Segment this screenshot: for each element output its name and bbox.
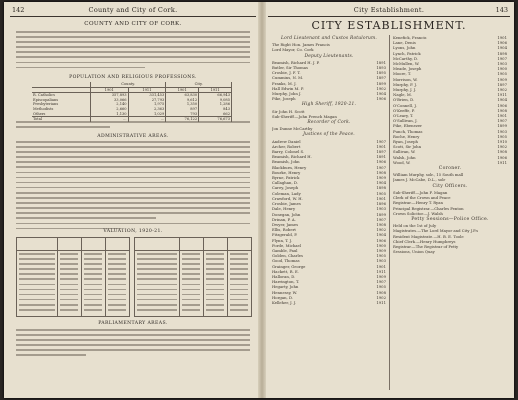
entry-name: James J. McCabe, D.L., solr bbox=[393, 177, 446, 183]
entry-year: 1908 bbox=[376, 221, 386, 227]
entry-name: Golden, Charles bbox=[272, 253, 303, 259]
table-cell: 2,140 bbox=[90, 102, 128, 107]
entry-name: Sullivan, W. bbox=[393, 149, 416, 155]
table-cell: ... bbox=[90, 117, 128, 122]
table-cell: 33,066 bbox=[90, 98, 128, 103]
right-head-rule bbox=[268, 16, 510, 17]
entry-year: 1904 bbox=[376, 91, 386, 97]
table-cell: 9,085 bbox=[199, 98, 232, 103]
table-cell: 76,122 bbox=[166, 117, 199, 122]
entry-year: 1897 bbox=[497, 81, 507, 87]
entry-name: Kenefick, Francis bbox=[393, 35, 427, 40]
entry-name: Sub-Sheriff.—John French Magan bbox=[272, 113, 337, 119]
entry-name: Murphy, John J. bbox=[272, 91, 302, 97]
entry-year: 1911 bbox=[497, 92, 507, 98]
entry-name: Harrington, T. bbox=[272, 279, 300, 285]
entry-name: Sessions, Union Quay bbox=[393, 249, 435, 255]
entry-year: 1904 bbox=[376, 180, 386, 186]
entry-name: Gamble, Paul bbox=[272, 247, 298, 253]
entry-name: Drinan, P. A. bbox=[272, 216, 296, 222]
entry-name: Barry, Colonel S. bbox=[272, 149, 305, 155]
left-running-head bbox=[10, 5, 256, 15]
entry-name: Andrew Daniel bbox=[272, 138, 301, 144]
entry-name: Crawford, W. H. bbox=[272, 195, 303, 201]
right-page bbox=[268, 2, 510, 398]
column-divider bbox=[389, 35, 390, 390]
left-page-number: 142 bbox=[12, 6, 25, 14]
entry-year: 1902 bbox=[376, 294, 386, 300]
table-cell: R. Catholics bbox=[32, 93, 90, 98]
list-item bbox=[393, 249, 507, 254]
entry-year: 1891 bbox=[376, 59, 386, 65]
entry-year: 1907 bbox=[376, 216, 386, 222]
entry-name: Forde, Michael bbox=[272, 242, 302, 248]
entry-year: 1906 bbox=[497, 154, 507, 160]
entry-year: 1909 bbox=[376, 175, 386, 181]
table-cell: 897 bbox=[166, 107, 199, 112]
entry-name: Morrison, W. bbox=[393, 76, 418, 82]
table-cell: 76,673 bbox=[199, 117, 232, 122]
entry-name: Roche, Henry bbox=[393, 133, 420, 139]
entry-name: Flynn, T. J. bbox=[272, 237, 293, 243]
right-column-2 bbox=[393, 35, 507, 254]
entry-name: Magistrates.—The Lord Mayor and City J.P.s bbox=[393, 228, 479, 234]
entry-year: 1906 bbox=[497, 40, 507, 46]
entry-year: 1911 bbox=[497, 159, 507, 165]
entry-name: Carey, Joseph bbox=[272, 185, 299, 191]
entry-name: Fitzgerald, P. bbox=[272, 232, 298, 238]
population-table bbox=[32, 82, 232, 122]
entry-name: Nagle, M. bbox=[393, 92, 412, 98]
entry-name: Lyons, John bbox=[393, 45, 416, 51]
entry-year: 1907 bbox=[376, 279, 386, 285]
entry-name: Murphy, F. J. bbox=[393, 81, 417, 87]
entry-year: 1901 bbox=[497, 113, 507, 119]
entry-year: 1901 bbox=[497, 35, 507, 40]
table-cell: 331,453 bbox=[128, 93, 166, 98]
entry-name: Lane, Denis bbox=[393, 40, 416, 46]
entry-name: Chief Clerk.—Henry Humphreys bbox=[393, 238, 456, 244]
year-header: 1911 bbox=[128, 87, 166, 93]
entry-name: The Right Hon. James Francis bbox=[272, 42, 330, 48]
entry-year: 1908 bbox=[497, 107, 507, 113]
language-paragraph bbox=[16, 121, 250, 131]
entry-year: 1906 bbox=[497, 102, 507, 108]
table-cell: 1,350 bbox=[166, 102, 199, 107]
entry-name: Hall Edwin M. P. bbox=[272, 85, 304, 91]
section-heading: Deputy Lieutenants. bbox=[304, 53, 354, 59]
entry-name: Crown Solicitor.—J. Walsh bbox=[393, 210, 443, 216]
table-cell: Total bbox=[32, 117, 90, 122]
entry-name: Beamish, Richard H. J. P. bbox=[272, 59, 320, 65]
entry-name: Held on the 1st of July bbox=[393, 223, 437, 229]
entry-name: Donegan, John bbox=[272, 211, 301, 217]
entry-name: Resident Magistrate.—H. B. E. Toole bbox=[393, 233, 464, 239]
section-heading: Recorder of Cork. bbox=[307, 120, 351, 126]
entry-year: 1905 bbox=[376, 253, 386, 259]
left-page bbox=[10, 2, 256, 398]
entry-name: Beamish, Richard H. bbox=[272, 154, 312, 160]
entry-name: Scott, Sir John bbox=[393, 144, 422, 150]
list-item bbox=[393, 177, 507, 182]
valuation-table-left bbox=[16, 237, 130, 317]
population-table-title: POPULATION AND RELIGIOUS PROFESSIONS. bbox=[69, 75, 197, 80]
list-item bbox=[393, 160, 507, 165]
table-cell: 27,793 bbox=[128, 98, 166, 103]
parliamentary-paragraph bbox=[16, 329, 250, 360]
entry-year: 1906 bbox=[376, 96, 386, 102]
entry-name: William Murphy, solr., 15 South mall bbox=[393, 172, 464, 178]
entry-year: 1905 bbox=[497, 133, 507, 139]
entry-year: 1902 bbox=[497, 87, 507, 93]
entry-name: Byrne, Patrick bbox=[272, 175, 300, 181]
table-cell: 2,660 bbox=[90, 107, 128, 112]
table-cell: 1,029 bbox=[128, 112, 166, 117]
list-item bbox=[272, 300, 386, 305]
table-cell: Episcopalians bbox=[32, 98, 90, 103]
book-gutter bbox=[258, 2, 266, 398]
entry-year: 1908 bbox=[497, 149, 507, 155]
entry-year: 1898 bbox=[497, 50, 507, 56]
year-header: 1901 bbox=[90, 87, 128, 93]
entry-name: Murphy, J. J. bbox=[393, 87, 417, 93]
entry-name: Pike, Joseph bbox=[272, 96, 296, 102]
table-cell: 1,975 bbox=[128, 102, 166, 107]
entry-name: O'Leary, T. bbox=[393, 113, 414, 119]
entry-year: 1895 bbox=[376, 70, 386, 76]
entry-name: Sir John H. Scott bbox=[272, 108, 305, 114]
entry-year: 1903 bbox=[376, 258, 386, 264]
entry-name: Horgan, D. bbox=[272, 294, 294, 300]
entry-year: 1907 bbox=[497, 118, 507, 124]
entry-name: Meade, Joseph bbox=[393, 66, 422, 72]
entry-year: 1903 bbox=[497, 128, 507, 134]
entry-year: 1908 bbox=[376, 289, 386, 295]
list-item bbox=[272, 126, 386, 131]
entry-name: O'Connell, J. bbox=[393, 102, 417, 108]
entry-name: Hennessy, W. bbox=[272, 289, 298, 295]
entry-name: O'Brien, D. bbox=[393, 97, 415, 103]
entry-name: Registrar.—The Registrar of Petty bbox=[393, 243, 459, 249]
list-item bbox=[393, 211, 507, 216]
table-cell: Methodists bbox=[32, 107, 90, 112]
entry-year: 1898 bbox=[376, 185, 386, 191]
entry-name: Good, Thomas bbox=[272, 258, 300, 264]
table-cell: ... bbox=[128, 117, 166, 122]
year-header: 1901 bbox=[166, 87, 199, 93]
entry-year: 1901 bbox=[376, 195, 386, 201]
entry-name: McCarthy, D. bbox=[393, 55, 419, 61]
right-title: CITY ESTABLISHMENT. bbox=[311, 19, 467, 32]
table-cell: Presbyterians bbox=[32, 102, 90, 107]
table-cell: Others bbox=[32, 112, 90, 117]
right-page-number: 143 bbox=[495, 6, 508, 14]
entry-year: 1907 bbox=[376, 138, 386, 144]
entry-year: 1904 bbox=[376, 232, 386, 238]
entry-name: O'Sullivan, J. bbox=[393, 118, 418, 124]
administrative-heading: ADMINISTRATIVE AREAS. bbox=[97, 134, 169, 139]
entry-name: Archer, Robert bbox=[272, 143, 301, 149]
section-heading: Petty Sessions—Police Office. bbox=[411, 216, 489, 222]
table-cell: 1,130 bbox=[90, 112, 128, 117]
entry-year: 1909 bbox=[376, 247, 386, 253]
section-heading: Justices of the Peace. bbox=[303, 132, 355, 138]
entry-name: Kelleher, J. J. bbox=[272, 299, 297, 305]
year-header: 1911 bbox=[199, 87, 232, 93]
entry-name: Punch, Thomas bbox=[393, 128, 423, 134]
entry-year: 1899 bbox=[497, 123, 507, 129]
entry-year: 1906 bbox=[376, 159, 386, 165]
entry-name: Lord Mayor, Co. Cork bbox=[272, 47, 314, 53]
entry-name: Callaghan, D. bbox=[272, 180, 298, 186]
book-spread bbox=[4, 2, 514, 398]
table-cell: 793 bbox=[166, 112, 199, 117]
entry-year: 1903 bbox=[376, 206, 386, 212]
entry-name: Dale, Henry bbox=[272, 206, 296, 212]
left-running-title: County and City of Cork. bbox=[88, 6, 178, 14]
entry-name: Moore, T. bbox=[393, 71, 412, 77]
entry-year: 1893 bbox=[376, 65, 386, 71]
table-cell: 66,943 bbox=[199, 93, 232, 98]
valuation-heading: VALUATION, 1920-21. bbox=[103, 229, 163, 234]
entry-name: Bourke, Henry bbox=[272, 169, 301, 175]
entry-name: Principal Registrar.—Charles Fenton bbox=[393, 205, 464, 211]
section-heading: City Officers. bbox=[432, 183, 468, 189]
entry-year: 1910 bbox=[497, 139, 507, 145]
right-running-head bbox=[268, 5, 510, 15]
entry-year: 1902 bbox=[376, 85, 386, 91]
entry-year: 1901 bbox=[376, 143, 386, 149]
entry-name: Jon Dunne McCarthy bbox=[272, 126, 313, 132]
list-item bbox=[272, 114, 386, 119]
entry-name: Beamish, John bbox=[272, 159, 300, 165]
county-group-header: County. bbox=[90, 82, 165, 87]
city-group-header: City. bbox=[166, 82, 232, 87]
entry-year: 1904 bbox=[497, 97, 507, 103]
entry-name: Hackett, R. E. bbox=[272, 268, 299, 274]
parliamentary-heading: PARLIAMENTARY AREAS. bbox=[98, 321, 168, 326]
left-title: COUNTY AND CITY OF CORK. bbox=[84, 21, 182, 27]
entry-name: Hegarty, John bbox=[272, 284, 299, 290]
table-cell: 662 bbox=[199, 112, 232, 117]
entry-name: Grainger, George bbox=[272, 263, 306, 269]
intro-paragraph bbox=[16, 31, 250, 72]
entry-name: Lynch, Patrick bbox=[393, 50, 421, 56]
entry-name: Blackburn, Henry bbox=[272, 164, 307, 170]
entry-name: Walsh, John bbox=[393, 154, 416, 160]
table-cell: 2,363 bbox=[128, 107, 166, 112]
entry-year: 1902 bbox=[376, 227, 386, 233]
entry-name: Cummins, N. M. bbox=[272, 75, 304, 81]
entry-year: 1896 bbox=[376, 201, 386, 207]
right-column-1 bbox=[272, 35, 386, 305]
entry-name: Franks, M. J. bbox=[272, 80, 297, 86]
entry-year: 1905 bbox=[497, 71, 507, 77]
table-cell: 843 bbox=[199, 107, 232, 112]
entry-year: 1891 bbox=[376, 154, 386, 160]
entry-year: 1904 bbox=[497, 45, 507, 51]
entry-name: Clerk of the Crown and Peace bbox=[393, 195, 451, 201]
entry-year: 1905 bbox=[376, 190, 386, 196]
entry-year: 1909 bbox=[376, 273, 386, 279]
entry-name: Sub-Sheriff.—John F. Magan bbox=[393, 189, 448, 195]
entry-name: Dwyer, James bbox=[272, 221, 299, 227]
entry-year: 1907 bbox=[376, 164, 386, 170]
entry-name: O'Keeffe, P. bbox=[393, 107, 415, 113]
entry-name: Crosbie, J. F. T. bbox=[272, 70, 301, 76]
entry-year: 1897 bbox=[376, 149, 386, 155]
list-item bbox=[272, 47, 386, 52]
table-cell: 63,830 bbox=[166, 93, 199, 98]
entry-name: McMullen, W. bbox=[393, 61, 420, 67]
entry-year: 1911 bbox=[376, 299, 386, 305]
left-head-rule bbox=[10, 16, 256, 17]
entry-year: 1899 bbox=[376, 80, 386, 86]
entry-name: Crosbie, James bbox=[272, 201, 301, 207]
right-running-title: City Establishment. bbox=[353, 6, 425, 14]
entry-name: Ellis, Robert bbox=[272, 227, 296, 233]
entry-year: 1899 bbox=[376, 211, 386, 217]
entry-name: Coleman, Lady bbox=[272, 190, 301, 196]
entry-name: Ryan, Joseph bbox=[393, 139, 418, 145]
entry-year: 1900 bbox=[497, 66, 507, 72]
table-cell: 9,612 bbox=[166, 98, 199, 103]
entry-name: Wood, W. bbox=[393, 159, 411, 165]
entry-year: 1909 bbox=[497, 76, 507, 82]
entry-year: 1906 bbox=[376, 237, 386, 243]
entry-year: 1911 bbox=[376, 268, 386, 274]
section-heading: Coroner. bbox=[438, 166, 462, 172]
administrative-paragraph bbox=[16, 141, 250, 233]
entry-name: Halloran, D. bbox=[272, 273, 296, 279]
entry-year: 1903 bbox=[497, 61, 507, 67]
entry-year: 1908 bbox=[376, 169, 386, 175]
list-item bbox=[272, 96, 386, 101]
entry-name: Registrar.—Henry T. Ryan bbox=[393, 200, 443, 206]
entry-year: 1905 bbox=[376, 284, 386, 290]
entry-year: 1907 bbox=[497, 55, 507, 61]
entry-year: 1897 bbox=[376, 75, 386, 81]
valuation-table-right bbox=[134, 237, 252, 317]
table-cell: 357,893 bbox=[90, 93, 128, 98]
entry-year: 1901 bbox=[376, 263, 386, 269]
entry-name: Butler, Sir Thomas bbox=[272, 65, 308, 71]
entry-year: 1900 bbox=[376, 242, 386, 248]
table-cell: 1,286 bbox=[199, 102, 232, 107]
section-heading: High Sheriff, 1920-21. bbox=[301, 102, 357, 108]
section-heading: Lord Lieutenant and Custos Rotulorum. bbox=[280, 36, 378, 41]
entry-name: Pike, Ebenezer bbox=[393, 123, 422, 129]
entry-year: 1902 bbox=[497, 144, 507, 150]
